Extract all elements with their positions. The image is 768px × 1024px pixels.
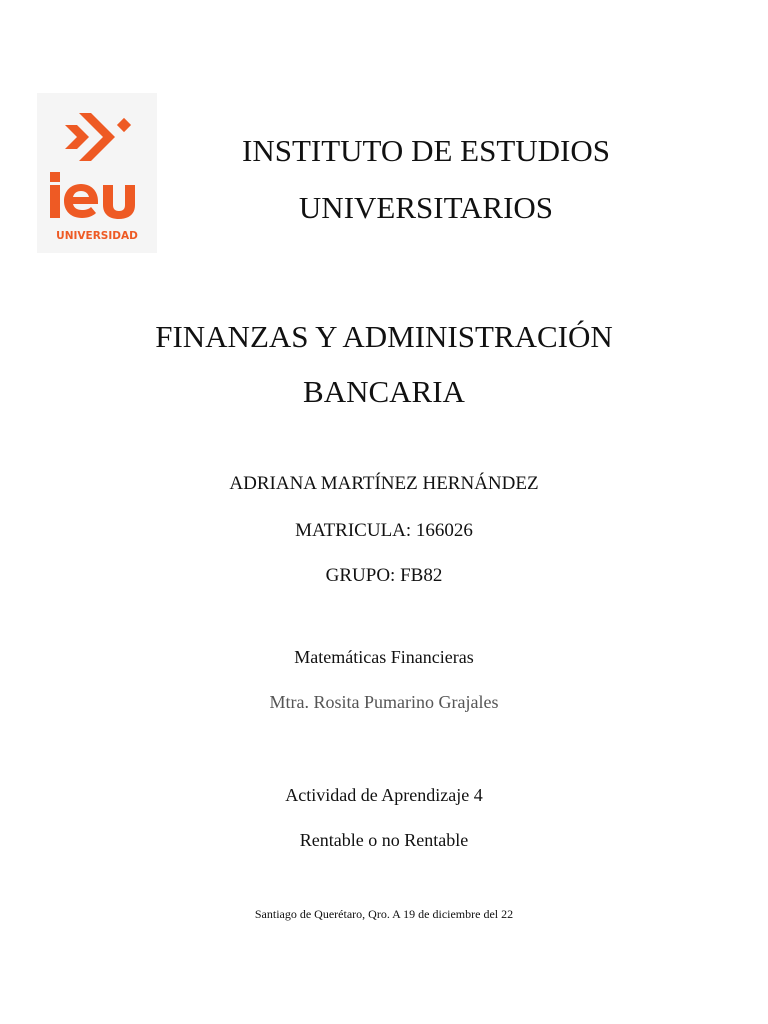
logo-tagline: UNIVERSIDAD bbox=[56, 230, 138, 242]
institution-name-line2: UNIVERSITARIOS bbox=[298, 190, 554, 225]
institution-name-line1: INSTITUTO DE ESTUDIOS bbox=[242, 133, 610, 168]
activity-topic: Rentable o no Rentable bbox=[299, 830, 469, 850]
program-name-line1: FINANZAS Y ADMINISTRACIÓN bbox=[155, 319, 613, 354]
place-and-date: Santiago de Querétaro, Qro. A 19 de diciembre del 22 bbox=[254, 907, 514, 921]
activity-title: Actividad de Aprendizaje 4 bbox=[285, 785, 483, 805]
student-group: GRUPO: FB82 bbox=[325, 565, 443, 586]
student-name: ADRIANA MARTÍNEZ HERNÁNDEZ bbox=[229, 473, 539, 494]
course-teacher: Mtra. Rosita Pumarino Grajales bbox=[269, 692, 499, 712]
course-subject: Matemáticas Financieras bbox=[294, 647, 474, 667]
university-logo bbox=[37, 93, 157, 253]
student-matricula: MATRICULA: 166026 bbox=[295, 520, 473, 541]
ieu-logo-icon bbox=[37, 93, 157, 253]
program-name-line2: BANCARIA bbox=[303, 374, 465, 409]
